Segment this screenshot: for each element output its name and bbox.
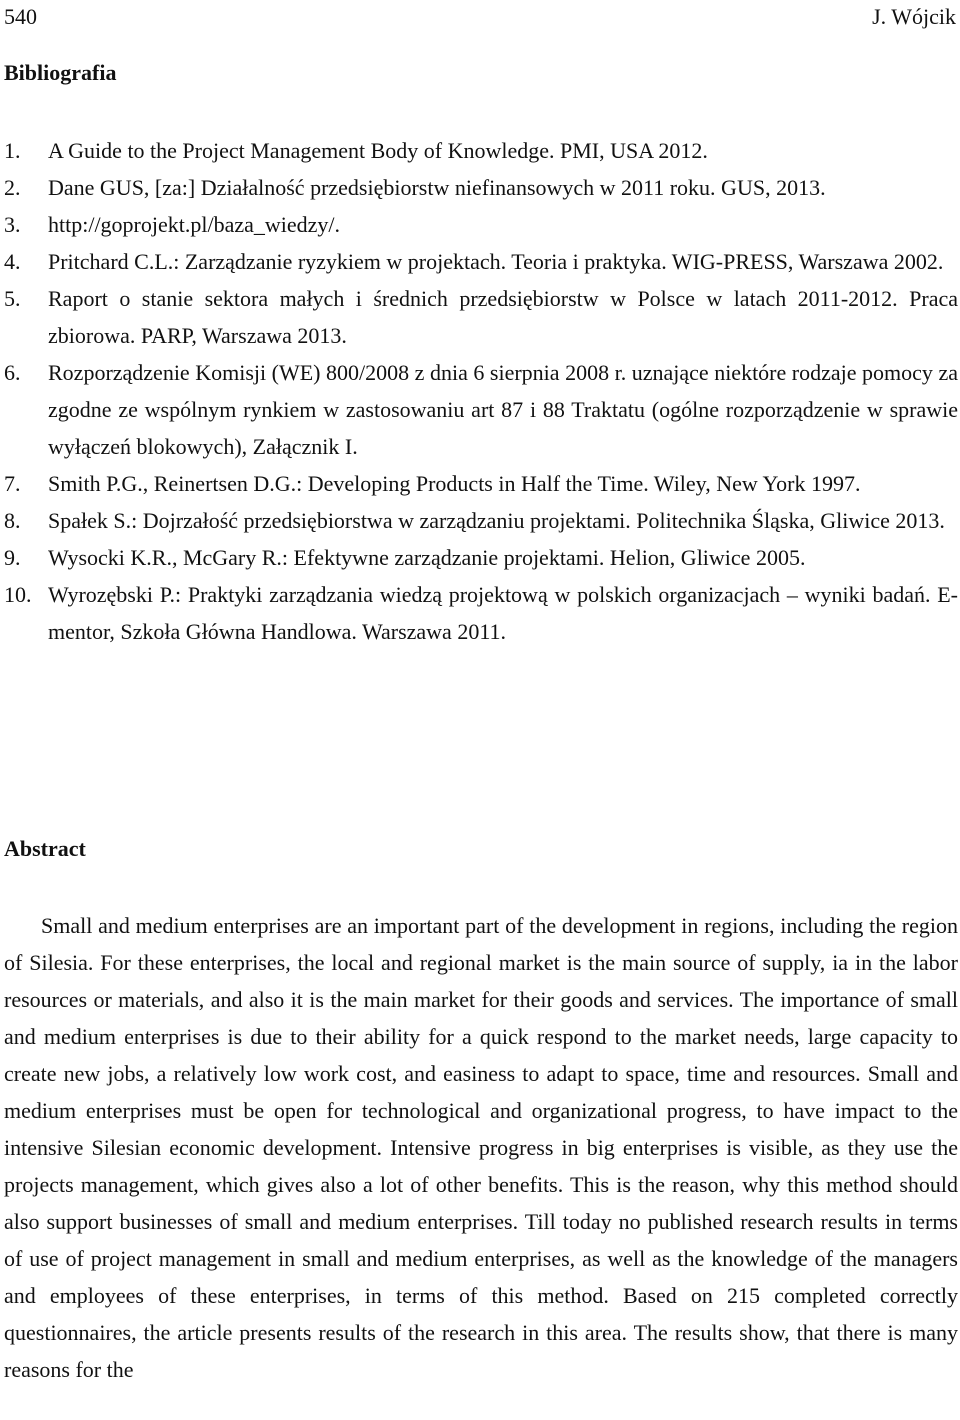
reference-text: Wysocki K.R., McGary R.: Efektywne zarządzanie projektami. Helion, Gliwice 2005. bbox=[48, 545, 806, 570]
reference-text: Raport o stanie sektora małych i średnich przedsiębiorstw w Polsce w latach 2011-2012. Praca zbiorowa. PARP, Warszawa 2013. bbox=[48, 286, 958, 348]
reference-list bbox=[4, 132, 958, 650]
reference-number: 5. bbox=[4, 286, 21, 311]
reference-number: 8. bbox=[4, 508, 21, 533]
bibliography-heading: Bibliografia bbox=[4, 60, 117, 85]
abstract-heading: Abstract bbox=[4, 836, 86, 861]
reference-number: 4. bbox=[4, 249, 21, 274]
reference-text: Wyrozębski P.: Praktyki zarządzania wiedzą projektową w polskich organizacjach – wyniki badań. E-mentor, Szkoła Główna Handlowa. Warszawa 2011. bbox=[48, 582, 958, 644]
running-header bbox=[4, 2, 956, 32]
reference-link[interactable]: http://goprojekt.pl/baza_wiedzy/. bbox=[48, 212, 341, 237]
reference-number: 10. bbox=[4, 582, 32, 607]
abstract-paragraph: Small and medium enterprises are an important part of the development in regions, including the region of Silesia. For these enterprises, the local and regional market is the main source of supply, ia in the labor resources or materials, and also it is the main market for their goods and services. The importance of small and medium enterprises is due to their ability for a quick respond to the market needs, large capacity to create new jobs, a relatively low work cost, and easiness to adapt to space, time and resources. Small and medium enterprises must be open for technological and organizational progress, to have impact to the intensive Silesian economic development. Intensive progress in big enterprises is visible, as they use the projects management, which gives also a lot of other benefits. This is the reason, why this method should also support businesses of small and medium enterprises. Till today no published research results in terms of use of project management in small and medium enterprises, as well as the knowledge of the managers and employees of these enterprises, in terms of this method. Based on 215 completed correctly questionnaires, the article presents results of the research in this area. The results show, that there is many reasons for the bbox=[4, 913, 958, 1382]
reference-item bbox=[4, 502, 958, 539]
reference-item bbox=[4, 280, 958, 354]
reference-text: Rozporządzenie Komisji (WE) 800/2008 z dnia 6 sierpnia 2008 r. uznające niektóre rodzaje pomocy za zgodne ze wspólnym rynkiem w zastosowaniu art 87 i 88 Traktatu (ogólne rozporządzenie w sprawie wyłączeń blokowych), Załącznik I. bbox=[48, 360, 958, 459]
reference-item bbox=[4, 539, 958, 576]
reference-item bbox=[4, 576, 958, 650]
reference-item bbox=[4, 465, 958, 502]
reference-number: 3. bbox=[4, 212, 21, 237]
reference-text: Dane GUS, [za:] Działalność przedsiębiorstw niefinansowych w 2011 roku. GUS, 2013. bbox=[48, 175, 826, 200]
reference-text: Pritchard C.L.: Zarządzanie ryzykiem w projektach. Teoria i praktyka. WIG-PRESS, Warszawa 2002. bbox=[48, 249, 944, 274]
reference-item bbox=[4, 132, 958, 169]
reference-text: Spałek S.: Dojrzałość przedsiębiorstwa w zarządzaniu projektami. Politechnika Śląska, Gliwice 2013. bbox=[48, 508, 945, 533]
reference-number: 7. bbox=[4, 471, 21, 496]
author-name: J. Wójcik bbox=[872, 4, 956, 29]
reference-item bbox=[4, 243, 958, 280]
reference-text: Smith P.G., Reinertsen D.G.: Developing Products in Half the Time. Wiley, New York 1997. bbox=[48, 471, 861, 496]
reference-number: 9. bbox=[4, 545, 21, 570]
reference-number: 2. bbox=[4, 175, 21, 200]
reference-item bbox=[4, 206, 958, 243]
page-number: 540 bbox=[4, 4, 37, 29]
reference-number: 6. bbox=[4, 360, 21, 385]
reference-text: A Guide to the Project Management Body of Knowledge. PMI, USA 2012. bbox=[48, 138, 708, 163]
reference-number: 1. bbox=[4, 138, 21, 163]
reference-item bbox=[4, 169, 958, 206]
reference-item bbox=[4, 354, 958, 465]
